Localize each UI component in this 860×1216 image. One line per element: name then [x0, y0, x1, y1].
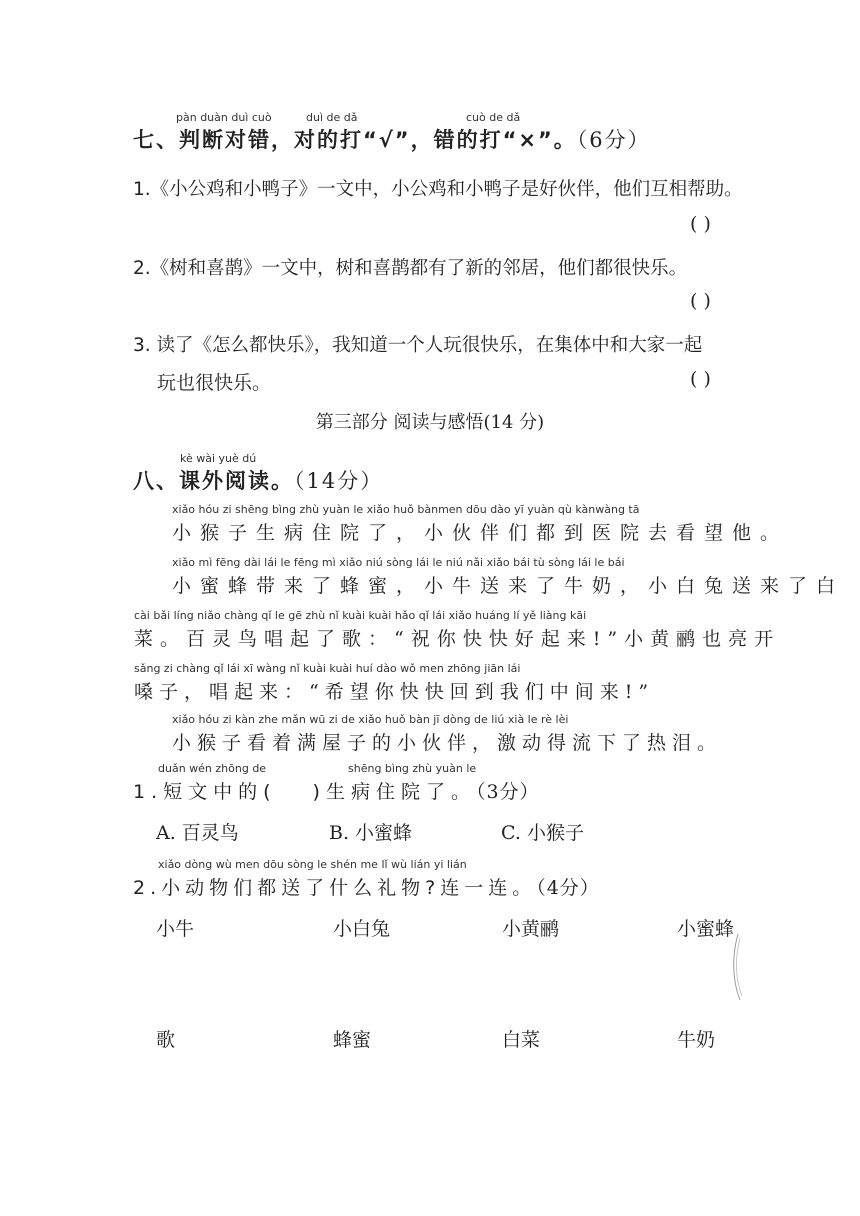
sub1-text-b: )生病住院了。: [312, 781, 476, 803]
sub2-text: 2.小动物们都送了什么礼物?连一连。: [133, 877, 537, 899]
sub1-pinyin-b: shēng bìng zhù yuàn le: [348, 762, 477, 775]
passage-pinyin-3: cài bǎi líng niǎo chàng qǐ le gē zhù nǐ kuài kuài hǎo qǐ lái xiǎo huáng lí yě liàng kāi: [134, 609, 587, 622]
match-top-2[interactable]: 小白兔: [333, 918, 391, 940]
q7-answer-3[interactable]: ( ): [690, 368, 711, 390]
q7-item-2: 2.《树和喜鹊》一文中，树和喜鹊都有了新的邻居，他们都很快乐。: [133, 258, 688, 279]
passage-pinyin-1: xiǎo hóu zi shēng bìng zhù yuàn le xiǎo huǒ bànmen dōu dào yī yuàn qù kànwàng tā: [172, 503, 640, 516]
sub1-option-a[interactable]: A. 百灵鸟: [156, 822, 239, 844]
match-bottom-2[interactable]: 蜂蜜: [333, 1029, 372, 1051]
q8-heading: [133, 465, 383, 495]
passage-pinyin-5: xiǎo hóu zi kàn zhe mǎn wū zi de xiǎo huǒ bàn jī dòng de liú xià le rè lèi: [172, 713, 569, 726]
part3-title: 第三部分 阅读与感悟(14 分): [315, 412, 545, 433]
q7-pinyin-2: duì de dǎ: [306, 111, 358, 124]
passage-line-5: 小猴子看着满屋子的小伙伴，激动得流下了热泪。: [172, 732, 723, 754]
match-bottom-3[interactable]: 白菜: [502, 1029, 541, 1051]
q7-heading: [133, 124, 651, 154]
q7-pinyin-1: pàn duàn duì cuò: [176, 111, 272, 124]
passage-pinyin-2: xiǎo mì fēng dài lái le fēng mì xiǎo niú sòng lái le niú nǎi xiǎo bái tù sòng lái le bái: [172, 556, 625, 569]
match-bottom-4[interactable]: 牛奶: [677, 1029, 716, 1051]
q7-item-1: 1.《小公鸡和小鸭子》一文中，小公鸡和小鸭子是好伙伴，他们互相帮助。: [133, 179, 743, 200]
q7-heading-text: 七、判断对错，对的打“√”，错的打“×”。: [133, 128, 577, 152]
q8-score: （14分）: [294, 469, 384, 493]
passage-pinyin-4: sǎng zi chàng qǐ lái xī wàng nǐ kuài kuài huí dào wǒ men zhōng jiān lái: [134, 662, 521, 675]
q8-pinyin: kè wài yuè dú: [180, 452, 257, 465]
sub1-text-a: 1.短文中的(: [133, 781, 277, 803]
passage-line-3: 菜。百灵鸟唱起了歌：“祝你快快好起来!”小黄鹂也亮开: [134, 628, 781, 650]
q7-answer-1[interactable]: ( ): [690, 213, 711, 235]
q7-pinyin-3: cuò de dǎ: [466, 111, 521, 124]
sub1-option-b[interactable]: B. 小蜜蜂: [329, 822, 413, 844]
passage-line-4: 嗓子，唱起来：“希望你快快回到我们中间来!”: [134, 681, 655, 703]
passage-line-1: 小猴子生病住院了，小伙伴们都到医院去看望他。: [172, 522, 789, 544]
q7-answer-2[interactable]: ( ): [690, 290, 711, 312]
pencil-stroke-mark: [728, 930, 748, 1005]
sub2-score: （4分）: [536, 877, 600, 899]
match-top-1[interactable]: 小牛: [156, 918, 195, 940]
q7-score: （6分）: [576, 128, 651, 152]
q8-heading-text: 八、课外阅读。: [133, 469, 294, 493]
q7-item-3: 3. 读了《怎么都快乐》，我知道一个人玩很快乐，在集体中和大家一起: [133, 335, 703, 356]
sub1-score: （3分）: [475, 781, 540, 803]
sub1-option-c[interactable]: C. 小猴子: [501, 822, 584, 844]
passage-line-2: 小蜜蜂带来了蜂蜜，小牛送来了牛奶，小白兔送来了白: [172, 575, 845, 597]
sub2-pinyin: xiǎo dòng wù men dōu sòng le shén me lǐ wù lián yi lián: [158, 858, 467, 871]
sub1-pinyin-a: duǎn wén zhōng de: [158, 762, 267, 775]
sub1-question: [133, 777, 540, 804]
match-bottom-1[interactable]: 歌: [156, 1029, 176, 1051]
match-top-3[interactable]: 小黄鹂: [502, 918, 560, 940]
sub2-question: [133, 873, 600, 900]
q7-item-3-cont: 玩也很快乐。: [157, 372, 272, 394]
match-top-4[interactable]: 小蜜蜂: [677, 918, 735, 940]
